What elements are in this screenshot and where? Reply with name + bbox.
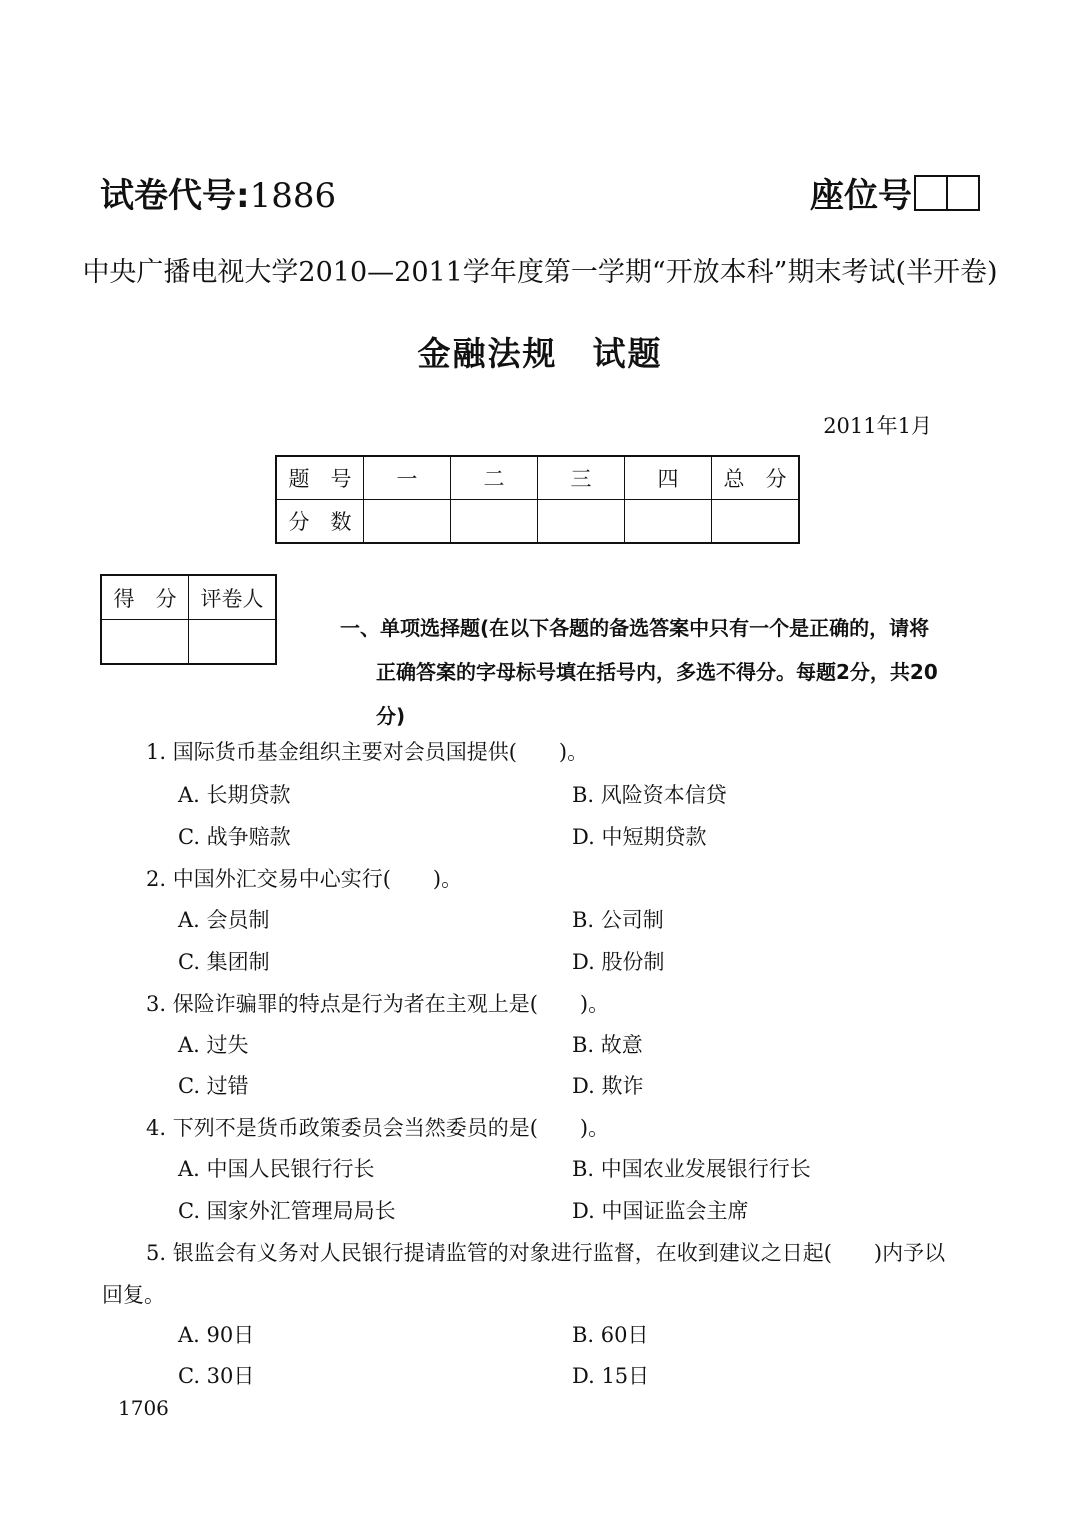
score-table-value-row [276,500,799,544]
score-header-cell: 三 [538,456,625,500]
paper-code [100,168,336,217]
section-heading-line: 一、单项选择题(在以下各题的备选答案中只有一个是正确的，请将 [340,616,930,640]
option-d: D. 中短期贷款 [572,825,707,849]
score-cell[interactable] [625,500,712,544]
paper-code-label: 试卷代号: [100,176,250,216]
seat-number [810,168,980,217]
page-number: 1706 [118,1396,169,1420]
option-d: D. 欺诈 [572,1074,644,1098]
score-cell[interactable] [712,500,800,544]
exam-subtitle: 中央广播电视大学2010—2011学年度第一学期“开放本科”期末考试(半开卷) [82,257,998,288]
score-header-cell: 题 号 [276,456,364,500]
question-stem: 4. 下列不是货币政策委员会当然委员的是( )。 [146,1116,610,1140]
grader-name-cell[interactable] [189,620,277,665]
option-d: D. 股份制 [572,950,665,974]
option-c: C. 集团制 [178,950,270,974]
section-heading [340,606,980,738]
question-stem-continued: 回复。 [102,1283,165,1307]
question-stem: 2. 中国外汇交易中心实行( )。 [146,867,463,891]
option-c: C. 战争赔款 [178,825,291,849]
option-b: B. 故意 [572,1033,643,1057]
option-b: B. 中国农业发展银行行长 [572,1157,811,1181]
section-heading-line: 正确答案的字母标号填在括号内，多选不得分。每题2分，共20 [376,660,938,684]
exam-title: 金融法规 试题 [417,334,663,373]
score-cell[interactable] [364,500,451,544]
option-c: C. 30日 [178,1364,255,1388]
grader-score-cell[interactable] [101,620,189,665]
seat-label: 座位号 [810,176,912,216]
question-stem: 1. 国际货币基金组织主要对会员国提供( )。 [146,740,589,764]
score-row-label: 分 数 [276,500,364,544]
score-cell[interactable] [538,500,625,544]
option-a: A. 90日 [178,1323,255,1347]
option-c: C. 过错 [178,1074,249,1098]
option-d: D. 中国证监会主席 [572,1199,749,1223]
option-b: B. 60日 [572,1323,649,1347]
option-a: A. 中国人民银行行长 [178,1157,375,1181]
option-a: A. 长期贷款 [178,783,291,807]
paper-code-value: 1886 [249,176,337,216]
grader-label: 评卷人 [189,575,277,620]
score-table [275,455,800,544]
question-stem: 5. 银监会有义务对人民银行提请监管的对象进行监督，在收到建议之日起( )内予以 [146,1241,946,1265]
score-header-cell: 二 [451,456,538,500]
score-cell[interactable] [451,500,538,544]
option-a: A. 会员制 [178,908,270,932]
grader-score-label: 得 分 [101,575,189,620]
option-a: A. 过失 [178,1033,249,1057]
score-header-cell: 一 [364,456,451,500]
question-stem: 3. 保险诈骗罪的特点是行为者在主观上是( )。 [146,992,610,1016]
option-c: C. 国家外汇管理局局长 [178,1199,396,1223]
exam-date: 2011年1月 [823,414,932,438]
option-b: B. 公司制 [572,908,664,932]
score-header-cell: 四 [625,456,712,500]
option-b: B. 风险资本信贷 [572,783,727,807]
seat-number-boxes[interactable] [914,175,980,211]
score-header-cell: 总 分 [712,456,800,500]
score-table-header-row [276,456,799,500]
option-d: D. 15日 [572,1364,650,1388]
grader-table [100,574,277,665]
section-heading-line: 分) [376,704,406,728]
